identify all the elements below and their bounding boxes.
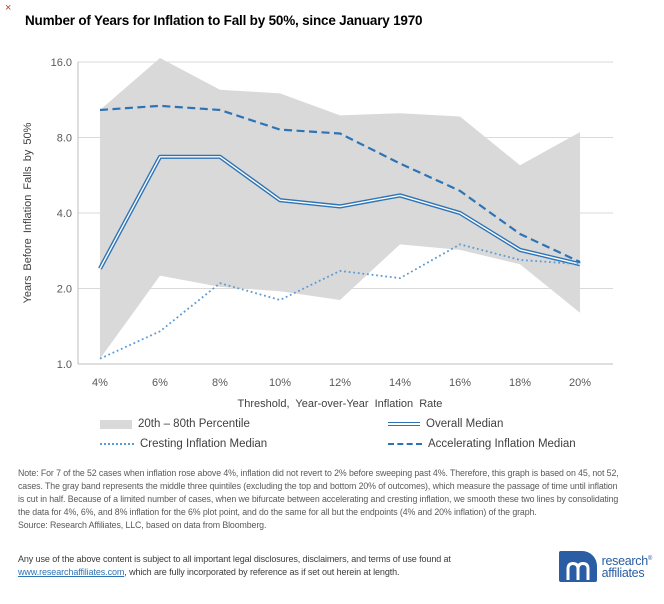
- footnote-text: [18, 467, 654, 532]
- chart-title: Number of Years for Inflation to Fall by 50%, since January 1970: [25, 13, 423, 28]
- disclaimer-line1: Any use of the above content is subject to all important legal disclosures, disclaimers, and terms of use found at: [18, 554, 451, 564]
- x-tick-label: 20%: [568, 377, 592, 389]
- legal-disclaimer: [10, 551, 451, 578]
- note-line: is cut in half. Because of a limited number of cases, when we bifurcate between accelerating and cresting inflation, we smooth these two lines by consolidating: [18, 494, 619, 504]
- x-tick-label: 10%: [268, 377, 292, 389]
- band-swatch-icon: [100, 420, 132, 429]
- x-tick-label: 6%: [152, 377, 168, 389]
- x-tick-label: 12%: [328, 377, 352, 389]
- y-tick-label: 4.0: [56, 208, 72, 220]
- y-tick-label: 1.0: [56, 359, 72, 371]
- dashed-line-swatch-icon: [388, 443, 422, 445]
- logo-word-affiliates: affiliates: [601, 565, 645, 580]
- x-tick-label: 16%: [448, 377, 472, 389]
- disclaimer-line2-rest: , which are fully incorporated by reference as if set out herein at length.: [124, 566, 400, 577]
- x-axis-title: Threshold, Year-over-Year Inflation Rate: [237, 398, 443, 410]
- researchaffiliates-link[interactable]: www.researchaffiliates.com: [18, 566, 125, 577]
- y-axis-title: Years Before Inflation Falls by 50%: [22, 122, 34, 304]
- solid-line-swatch-icon: [388, 422, 420, 426]
- logo-word-research: research: [601, 554, 648, 569]
- x-tick-label: 4%: [92, 377, 108, 389]
- x-tick-label: 14%: [388, 377, 412, 389]
- broken-image-icon: ×: [5, 2, 12, 14]
- dotted-line-swatch-icon: [100, 443, 134, 445]
- chart-legend: [100, 418, 640, 450]
- legend-label: Overall Median: [426, 418, 504, 430]
- footer: [10, 551, 656, 582]
- legend-label: Cresting Inflation Median: [140, 438, 268, 450]
- chart-plot: [0, 40, 664, 460]
- legend-item-accelerating-median: [388, 438, 640, 450]
- note-line: the data for 4%, 6%, and 8% inflation for the 6% plot point, and do the same for all but the endpoints (4% and 20% inflation) of the graph.: [18, 507, 537, 517]
- note-line: Note: For 7 of the 52 cases when inflation rose above 4%, inflation did not revert to 2% before sweeping past 4%. Therefore, this graph is based on 45, not 52,: [18, 468, 619, 478]
- ra-monogram-icon: [559, 551, 597, 582]
- note-line: cases. The gray band represents the middle three quintiles (excluding the top and bottom 20% of outcomes), which measure the passage of time until inflation: [18, 481, 618, 491]
- y-tick-label: 8.0: [56, 132, 72, 145]
- disclaimer-line2: [18, 566, 451, 579]
- x-tick-label: 18%: [508, 377, 532, 389]
- legend-item-percentile-band: [100, 418, 388, 430]
- registered-mark: ®: [647, 555, 652, 562]
- chart-area: [0, 40, 664, 460]
- y-tick-label: 16.0: [50, 57, 72, 69]
- research-affiliates-logo: [559, 551, 656, 582]
- x-tick-label: 8%: [212, 377, 228, 389]
- legend-label: 20th – 80th Percentile: [138, 418, 250, 430]
- note-line: Source: Research Affiliates, LLC, based on data from Bloomberg.: [18, 520, 267, 530]
- legend-item-cresting-median: [100, 438, 388, 450]
- y-tick-label: 2.0: [56, 283, 72, 296]
- logo-wordmark: [602, 554, 652, 579]
- legend-label: Accelerating Inflation Median: [428, 438, 576, 450]
- legend-item-overall-median: [388, 418, 640, 430]
